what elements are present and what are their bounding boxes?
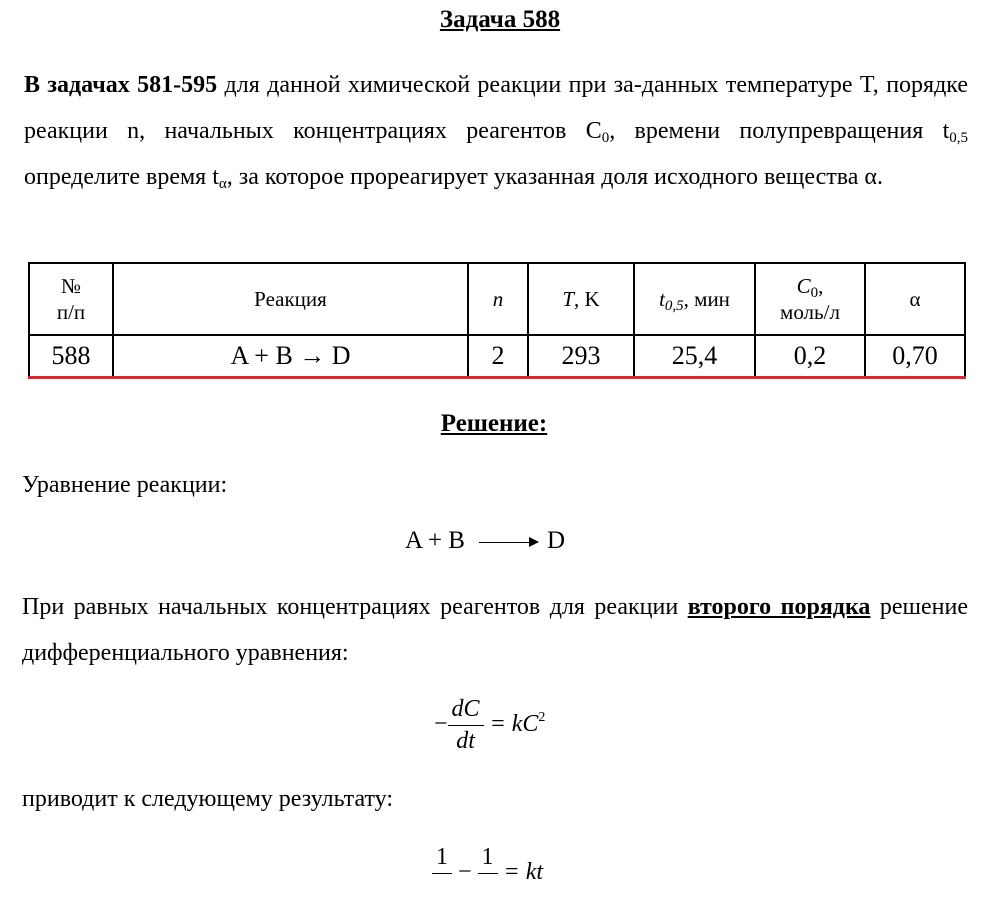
cell-alpha: 0,70 xyxy=(865,335,965,378)
task-range-label: В задачах 581-595 xyxy=(24,72,218,98)
statement-text-1: для данной химической реакции при за-данных температуре T, порядке реакции n, начальных концентрациях реагентов C xyxy=(24,72,969,144)
table-header-row xyxy=(29,263,965,335)
header-reaction: Реакция xyxy=(113,263,468,335)
fraction-1: 1 xyxy=(432,844,452,903)
t-half-subscript: 0,5 xyxy=(949,130,968,146)
cell-number: 588 xyxy=(29,335,113,378)
task-data-table xyxy=(28,262,966,379)
table-row xyxy=(29,335,965,378)
statement-text-4: , за которое прореагирует указанная доля исходного вещества α. xyxy=(226,164,883,190)
solution-title: Решение: xyxy=(440,410,548,437)
task-title: Задача 588 xyxy=(439,6,561,33)
emphasis-second-order: второго порядка xyxy=(687,594,871,620)
cell-reaction: A + B → D xyxy=(113,335,468,378)
cell-temperature: 293 xyxy=(528,335,634,378)
c0-subscript: 0 xyxy=(601,130,610,146)
t-alpha-subscript: α xyxy=(218,176,227,192)
header-number: № п/п xyxy=(29,263,113,335)
header-half-life: $t_{0,5}$, мин xyxy=(634,263,755,335)
fraction-2: 1 xyxy=(478,844,498,903)
reaction-arrow-icon xyxy=(479,535,539,549)
cell-concentration: 0,2 xyxy=(755,335,865,378)
statement-text-2: , времени полупревращения t xyxy=(609,118,950,144)
task-statement xyxy=(24,62,968,200)
integrated-rate-law: 1 − 1 = kt xyxy=(432,844,543,903)
second-order-paragraph: При равных начальных концентрациях реагентов для реакции второго порядка решение дифференциального уравнения: xyxy=(22,594,968,666)
dc-dt-fraction: $\frac{dC}{dt}$ xyxy=(448,696,484,755)
product: D xyxy=(546,527,566,554)
cell-order: 2 xyxy=(468,335,528,378)
result-intro: приводит к следующему результату: xyxy=(22,786,394,812)
statement-text-3: определите время t xyxy=(24,164,219,190)
header-temperature: T, K xyxy=(528,263,634,335)
differential-equation: − $\frac{dC}{dt}$ = $kC^2$ xyxy=(434,696,546,754)
header-alpha: α xyxy=(865,263,965,335)
reaction-equation xyxy=(405,527,565,555)
header-order: n xyxy=(468,263,528,335)
reaction-equation-label: Уравнение реакции: xyxy=(22,472,228,498)
reactants: A + B xyxy=(405,527,465,554)
cell-half-life: 25,4 xyxy=(634,335,755,378)
header-concentration: $C_0$, моль/л xyxy=(755,263,865,335)
